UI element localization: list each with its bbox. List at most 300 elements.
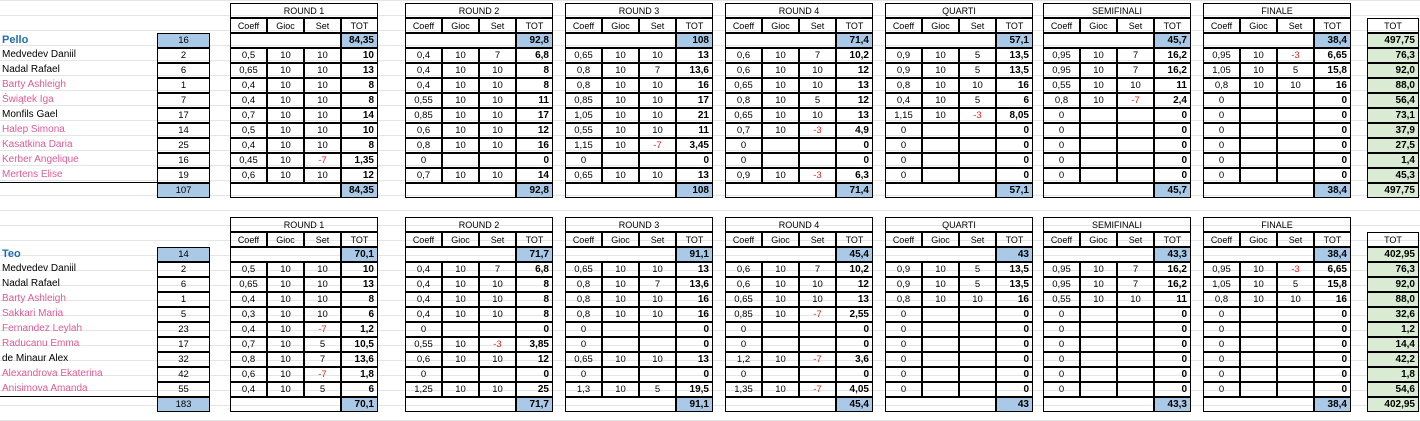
coeff-cell[interactable]: 0 xyxy=(885,123,922,138)
grand-total[interactable]: 497,75 xyxy=(1367,33,1419,48)
tot-cell[interactable]: 0 xyxy=(1154,123,1191,138)
tot-cell[interactable]: 12 xyxy=(516,352,553,367)
gioc-cell[interactable] xyxy=(922,382,959,397)
coeff-cell[interactable]: 0 xyxy=(725,367,762,382)
coeff-cell[interactable]: 0 xyxy=(725,138,762,153)
coeff-cell[interactable]: 0 xyxy=(565,337,602,352)
gioc-cell[interactable]: 10 xyxy=(442,138,479,153)
tot-cell[interactable]: 13 xyxy=(676,168,713,183)
round-team-total[interactable]: 45,4 xyxy=(836,247,873,262)
tot-cell[interactable]: 0 xyxy=(1154,352,1191,367)
player-seed[interactable]: 32 xyxy=(157,352,210,367)
coeff-cell[interactable]: 0 xyxy=(1043,138,1080,153)
tot-cell[interactable]: 8 xyxy=(516,78,553,93)
team-value[interactable]: 14 xyxy=(157,247,210,262)
team-value[interactable]: 16 xyxy=(157,33,210,48)
gioc-cell[interactable]: 10 xyxy=(762,382,799,397)
seed-sum[interactable]: 183 xyxy=(157,397,210,412)
tot-cell[interactable]: 0 xyxy=(1314,138,1351,153)
player-total[interactable]: 88,0 xyxy=(1367,292,1419,307)
set-cell[interactable] xyxy=(1277,93,1314,108)
tot-cell[interactable]: 10 xyxy=(341,123,378,138)
grand-sum[interactable]: 402,95 xyxy=(1367,397,1419,412)
coeff-cell[interactable]: 1,15 xyxy=(885,108,922,123)
tot-cell[interactable]: 10,2 xyxy=(836,48,873,63)
coeff-cell[interactable]: 0,8 xyxy=(405,138,442,153)
tot-cell[interactable]: 13 xyxy=(676,48,713,63)
coeff-cell[interactable]: 0 xyxy=(885,138,922,153)
gioc-cell[interactable] xyxy=(602,337,639,352)
coeff-cell[interactable]: 0,95 xyxy=(1043,48,1080,63)
coeff-cell[interactable]: 0,8 xyxy=(565,277,602,292)
coeff-cell[interactable]: 0,4 xyxy=(230,78,267,93)
set-cell[interactable] xyxy=(1277,367,1314,382)
coeff-cell[interactable]: 0 xyxy=(725,337,762,352)
coeff-cell[interactable]: 0,4 xyxy=(405,262,442,277)
tot-cell[interactable]: 8 xyxy=(516,307,553,322)
round-sum-total[interactable]: 70,1 xyxy=(341,397,378,412)
round-team-total[interactable]: 70,1 xyxy=(341,247,378,262)
coeff-cell[interactable]: 0,5 xyxy=(230,48,267,63)
set-cell[interactable] xyxy=(799,337,836,352)
set-cell[interactable]: 10 xyxy=(799,292,836,307)
set-cell[interactable]: 5 xyxy=(639,382,676,397)
coeff-cell[interactable]: 0 xyxy=(1203,337,1240,352)
gioc-cell[interactable] xyxy=(1240,93,1277,108)
set-cell[interactable] xyxy=(1277,153,1314,168)
tot-cell[interactable]: 8 xyxy=(341,138,378,153)
tot-cell[interactable]: 13,6 xyxy=(676,63,713,78)
coeff-cell[interactable]: 0,95 xyxy=(1043,262,1080,277)
tot-cell[interactable]: 3,6 xyxy=(836,352,873,367)
coeff-cell[interactable]: 0,8 xyxy=(565,307,602,322)
set-cell[interactable]: -3 xyxy=(1277,48,1314,63)
gioc-cell[interactable] xyxy=(922,352,959,367)
coeff-cell[interactable]: 1,05 xyxy=(1203,277,1240,292)
gioc-cell[interactable]: 10 xyxy=(762,48,799,63)
gioc-cell[interactable]: 10 xyxy=(762,168,799,183)
player-name[interactable]: Barty Ashleigh xyxy=(2,293,66,304)
set-cell[interactable]: 7 xyxy=(1117,277,1154,292)
seed-sum[interactable]: 107 xyxy=(157,183,210,198)
set-cell[interactable]: 10 xyxy=(639,123,676,138)
gioc-cell[interactable]: 10 xyxy=(602,138,639,153)
set-cell[interactable]: -3 xyxy=(479,337,516,352)
tot-cell[interactable]: 16 xyxy=(676,292,713,307)
gioc-cell[interactable] xyxy=(1080,307,1117,322)
set-cell[interactable]: -3 xyxy=(959,108,996,123)
tot-cell[interactable]: 0 xyxy=(996,382,1033,397)
gioc-cell[interactable]: 10 xyxy=(1080,63,1117,78)
tot-cell[interactable]: 0 xyxy=(1154,138,1191,153)
tot-cell[interactable]: 0 xyxy=(1154,367,1191,382)
set-cell[interactable]: 10 xyxy=(1117,292,1154,307)
coeff-cell[interactable]: 0,8 xyxy=(230,352,267,367)
coeff-cell[interactable]: 0 xyxy=(1203,382,1240,397)
player-seed[interactable]: 16 xyxy=(157,153,210,168)
tot-cell[interactable]: 1,8 xyxy=(341,367,378,382)
set-cell[interactable] xyxy=(799,367,836,382)
player-name[interactable]: Nadal Rafael xyxy=(2,64,60,75)
player-name[interactable]: Kerber Angelique xyxy=(2,154,79,165)
round-sum-total[interactable]: 57,1 xyxy=(996,183,1033,198)
coeff-cell[interactable]: 0,6 xyxy=(230,168,267,183)
coeff-cell[interactable]: 0 xyxy=(1043,382,1080,397)
player-name[interactable]: Świątek Iga xyxy=(2,94,54,105)
set-cell[interactable]: 10 xyxy=(479,292,516,307)
coeff-cell[interactable]: 0,65 xyxy=(725,108,762,123)
set-cell[interactable] xyxy=(959,367,996,382)
gioc-cell[interactable]: 10 xyxy=(602,262,639,277)
set-cell[interactable]: 10 xyxy=(304,63,341,78)
gioc-cell[interactable]: 10 xyxy=(267,138,304,153)
tot-cell[interactable]: 0 xyxy=(676,367,713,382)
set-cell[interactable]: 5 xyxy=(959,277,996,292)
gioc-cell[interactable]: 10 xyxy=(1080,48,1117,63)
player-total[interactable]: 73,1 xyxy=(1367,108,1419,123)
tot-cell[interactable]: 0 xyxy=(676,322,713,337)
tot-cell[interactable]: 2,4 xyxy=(1154,93,1191,108)
gioc-cell[interactable]: 10 xyxy=(762,123,799,138)
gioc-cell[interactable]: 10 xyxy=(602,93,639,108)
coeff-cell[interactable]: 0,7 xyxy=(230,337,267,352)
set-cell[interactable] xyxy=(959,307,996,322)
set-cell[interactable] xyxy=(1117,352,1154,367)
coeff-cell[interactable]: 0,4 xyxy=(230,322,267,337)
round-team-total[interactable]: 71,7 xyxy=(516,247,553,262)
gioc-cell[interactable] xyxy=(1080,337,1117,352)
gioc-cell[interactable]: 10 xyxy=(267,277,304,292)
set-cell[interactable]: 7 xyxy=(799,262,836,277)
coeff-cell[interactable]: 0 xyxy=(885,322,922,337)
gioc-cell[interactable]: 10 xyxy=(442,307,479,322)
gioc-cell[interactable]: 10 xyxy=(442,63,479,78)
tot-cell[interactable]: 0 xyxy=(1314,352,1351,367)
gioc-cell[interactable]: 10 xyxy=(762,63,799,78)
tot-cell[interactable]: 6,3 xyxy=(836,168,873,183)
player-seed[interactable]: 2 xyxy=(157,262,210,277)
tot-cell[interactable]: 0 xyxy=(676,153,713,168)
coeff-cell[interactable]: 0,85 xyxy=(565,93,602,108)
coeff-cell[interactable]: 0,4 xyxy=(405,292,442,307)
tot-cell[interactable]: 16 xyxy=(996,292,1033,307)
gioc-cell[interactable] xyxy=(442,367,479,382)
gioc-cell[interactable]: 10 xyxy=(922,292,959,307)
player-total[interactable]: 45,3 xyxy=(1367,168,1419,183)
round-team-total[interactable]: 45,7 xyxy=(1154,33,1191,48)
player-total[interactable]: 92,0 xyxy=(1367,277,1419,292)
gioc-cell[interactable] xyxy=(1240,138,1277,153)
player-seed[interactable]: 23 xyxy=(157,322,210,337)
gioc-cell[interactable] xyxy=(1080,367,1117,382)
gioc-cell[interactable]: 10 xyxy=(267,123,304,138)
gioc-cell[interactable] xyxy=(1240,123,1277,138)
set-cell[interactable]: 10 xyxy=(639,168,676,183)
gioc-cell[interactable]: 10 xyxy=(762,93,799,108)
set-cell[interactable] xyxy=(959,168,996,183)
tot-cell[interactable]: 12 xyxy=(836,93,873,108)
gioc-cell[interactable]: 10 xyxy=(267,48,304,63)
player-seed[interactable]: 7 xyxy=(157,93,210,108)
coeff-cell[interactable]: 0,8 xyxy=(565,292,602,307)
gioc-cell[interactable]: 10 xyxy=(1240,48,1277,63)
gioc-cell[interactable] xyxy=(922,367,959,382)
tot-cell[interactable]: 3,85 xyxy=(516,337,553,352)
set-cell[interactable]: 10 xyxy=(304,277,341,292)
tot-cell[interactable]: 0 xyxy=(1314,322,1351,337)
tot-cell[interactable]: 6,8 xyxy=(516,48,553,63)
gioc-cell[interactable]: 10 xyxy=(267,78,304,93)
coeff-cell[interactable]: 0 xyxy=(725,322,762,337)
coeff-cell[interactable]: 0,5 xyxy=(230,262,267,277)
coeff-cell[interactable]: 0,95 xyxy=(1043,63,1080,78)
round-team-total[interactable]: 92,8 xyxy=(516,33,553,48)
set-cell[interactable] xyxy=(959,123,996,138)
coeff-cell[interactable]: 0 xyxy=(1043,123,1080,138)
coeff-cell[interactable]: 0 xyxy=(1203,352,1240,367)
gioc-cell[interactable]: 10 xyxy=(922,78,959,93)
gioc-cell[interactable]: 10 xyxy=(602,123,639,138)
tot-cell[interactable]: 2,55 xyxy=(836,307,873,322)
coeff-cell[interactable]: 0,8 xyxy=(1203,292,1240,307)
coeff-cell[interactable]: 0,7 xyxy=(405,168,442,183)
set-cell[interactable] xyxy=(1277,307,1314,322)
gioc-cell[interactable] xyxy=(1240,382,1277,397)
gioc-cell[interactable]: 10 xyxy=(267,93,304,108)
coeff-cell[interactable]: 0,6 xyxy=(725,262,762,277)
tot-cell[interactable]: 0 xyxy=(996,153,1033,168)
set-cell[interactable] xyxy=(1277,108,1314,123)
tot-cell[interactable]: 6,65 xyxy=(1314,48,1351,63)
tot-cell[interactable]: 0 xyxy=(1154,382,1191,397)
set-cell[interactable]: 10 xyxy=(304,292,341,307)
coeff-cell[interactable]: 0,8 xyxy=(725,93,762,108)
set-cell[interactable]: 5 xyxy=(1277,63,1314,78)
player-total[interactable]: 92,0 xyxy=(1367,63,1419,78)
set-cell[interactable]: 5 xyxy=(959,93,996,108)
gioc-cell[interactable]: 10 xyxy=(442,93,479,108)
set-cell[interactable] xyxy=(1117,322,1154,337)
set-cell[interactable]: 10 xyxy=(639,262,676,277)
gioc-cell[interactable] xyxy=(1240,108,1277,123)
gioc-cell[interactable] xyxy=(1240,367,1277,382)
coeff-cell[interactable]: 0,4 xyxy=(405,48,442,63)
tot-cell[interactable]: 10 xyxy=(341,262,378,277)
gioc-cell[interactable] xyxy=(1080,153,1117,168)
gioc-cell[interactable]: 10 xyxy=(602,48,639,63)
set-cell[interactable]: 5 xyxy=(1277,277,1314,292)
tot-cell[interactable]: 0 xyxy=(836,153,873,168)
round-team-total[interactable]: 38,4 xyxy=(1314,247,1351,262)
coeff-cell[interactable]: 0 xyxy=(405,322,442,337)
grand-total[interactable]: 402,95 xyxy=(1367,247,1419,262)
set-cell[interactable] xyxy=(639,322,676,337)
set-cell[interactable]: 10 xyxy=(304,108,341,123)
player-name[interactable]: Medvedev Daniil xyxy=(2,263,76,274)
coeff-cell[interactable]: 0 xyxy=(885,352,922,367)
set-cell[interactable]: -7 xyxy=(1117,93,1154,108)
gioc-cell[interactable] xyxy=(1080,168,1117,183)
round-team-total[interactable]: 71,4 xyxy=(836,33,873,48)
coeff-cell[interactable]: 0 xyxy=(885,337,922,352)
gioc-cell[interactable]: 10 xyxy=(442,337,479,352)
tot-cell[interactable]: 16,2 xyxy=(1154,63,1191,78)
tot-cell[interactable]: 13,5 xyxy=(996,48,1033,63)
coeff-cell[interactable]: 0 xyxy=(1043,322,1080,337)
coeff-cell[interactable]: 0,55 xyxy=(1043,78,1080,93)
tot-cell[interactable]: 10,2 xyxy=(836,262,873,277)
coeff-cell[interactable]: 0,65 xyxy=(230,63,267,78)
set-cell[interactable]: 10 xyxy=(479,78,516,93)
coeff-cell[interactable]: 0 xyxy=(1043,307,1080,322)
player-total[interactable]: 42,2 xyxy=(1367,352,1419,367)
tot-cell[interactable]: 8 xyxy=(516,277,553,292)
set-cell[interactable] xyxy=(1117,337,1154,352)
coeff-cell[interactable]: 0,65 xyxy=(725,78,762,93)
player-total[interactable]: 76,3 xyxy=(1367,48,1419,63)
gioc-cell[interactable] xyxy=(922,168,959,183)
gioc-cell[interactable]: 10 xyxy=(1240,63,1277,78)
set-cell[interactable] xyxy=(1117,108,1154,123)
set-cell[interactable]: 10 xyxy=(1277,78,1314,93)
coeff-cell[interactable]: 1,05 xyxy=(565,108,602,123)
gioc-cell[interactable] xyxy=(1080,382,1117,397)
tot-cell[interactable]: 15,8 xyxy=(1314,63,1351,78)
coeff-cell[interactable]: 0,4 xyxy=(230,382,267,397)
gioc-cell[interactable]: 10 xyxy=(1080,277,1117,292)
player-seed[interactable]: 2 xyxy=(157,48,210,63)
tot-cell[interactable]: 10 xyxy=(341,48,378,63)
set-cell[interactable]: 7 xyxy=(639,277,676,292)
coeff-cell[interactable]: 0,4 xyxy=(885,93,922,108)
set-cell[interactable] xyxy=(1277,337,1314,352)
tot-cell[interactable]: 16,2 xyxy=(1154,277,1191,292)
coeff-cell[interactable]: 0 xyxy=(1043,352,1080,367)
gioc-cell[interactable] xyxy=(442,153,479,168)
set-cell[interactable] xyxy=(1277,382,1314,397)
tot-cell[interactable]: 13,6 xyxy=(341,352,378,367)
player-name[interactable]: Nadal Rafael xyxy=(2,278,60,289)
gioc-cell[interactable]: 10 xyxy=(922,93,959,108)
set-cell[interactable]: 7 xyxy=(304,352,341,367)
tot-cell[interactable]: 0 xyxy=(996,123,1033,138)
player-seed[interactable]: 55 xyxy=(157,382,210,397)
round-sum-total[interactable]: 108 xyxy=(676,183,713,198)
set-cell[interactable]: -7 xyxy=(304,367,341,382)
tot-cell[interactable]: 16,2 xyxy=(1154,262,1191,277)
coeff-cell[interactable]: 0,55 xyxy=(405,337,442,352)
set-cell[interactable] xyxy=(1277,352,1314,367)
tot-cell[interactable]: 16 xyxy=(1314,78,1351,93)
tot-cell[interactable]: 8 xyxy=(516,292,553,307)
tot-cell[interactable]: 17 xyxy=(676,93,713,108)
tot-cell[interactable]: 11 xyxy=(516,93,553,108)
round-sum-total[interactable]: 38,4 xyxy=(1314,397,1351,412)
coeff-cell[interactable]: 0 xyxy=(1203,108,1240,123)
set-cell[interactable]: -7 xyxy=(304,322,341,337)
set-cell[interactable] xyxy=(639,367,676,382)
tot-cell[interactable]: 4,9 xyxy=(836,123,873,138)
set-cell[interactable] xyxy=(1117,138,1154,153)
coeff-cell[interactable]: 0,5 xyxy=(230,123,267,138)
set-cell[interactable]: 10 xyxy=(799,108,836,123)
set-cell[interactable]: 7 xyxy=(479,262,516,277)
gioc-cell[interactable]: 10 xyxy=(1080,93,1117,108)
coeff-cell[interactable]: 0,65 xyxy=(565,352,602,367)
gioc-cell[interactable]: 10 xyxy=(442,277,479,292)
set-cell[interactable]: 10 xyxy=(639,78,676,93)
coeff-cell[interactable]: 0 xyxy=(1203,322,1240,337)
player-seed[interactable]: 17 xyxy=(157,337,210,352)
tot-cell[interactable]: 3,45 xyxy=(676,138,713,153)
tot-cell[interactable]: 6 xyxy=(341,307,378,322)
tot-cell[interactable]: 0 xyxy=(676,337,713,352)
set-cell[interactable]: 10 xyxy=(479,93,516,108)
gioc-cell[interactable]: 10 xyxy=(442,262,479,277)
set-cell[interactable] xyxy=(959,382,996,397)
gioc-cell[interactable]: 10 xyxy=(442,352,479,367)
round-sum-total[interactable]: 91,1 xyxy=(676,397,713,412)
gioc-cell[interactable]: 10 xyxy=(267,352,304,367)
set-cell[interactable] xyxy=(479,153,516,168)
set-cell[interactable]: 7 xyxy=(799,48,836,63)
set-cell[interactable]: 10 xyxy=(479,123,516,138)
coeff-cell[interactable]: 0 xyxy=(1203,153,1240,168)
set-cell[interactable]: -3 xyxy=(799,123,836,138)
round-sum-total[interactable]: 84,35 xyxy=(341,183,378,198)
player-name[interactable]: Barty Ashleigh xyxy=(2,79,66,90)
set-cell[interactable] xyxy=(1117,153,1154,168)
tot-cell[interactable]: 0 xyxy=(836,322,873,337)
round-sum-total[interactable]: 45,7 xyxy=(1154,183,1191,198)
coeff-cell[interactable]: 0,7 xyxy=(725,123,762,138)
tot-cell[interactable]: 16 xyxy=(676,78,713,93)
tot-cell[interactable]: 13,5 xyxy=(996,63,1033,78)
set-cell[interactable]: 10 xyxy=(479,138,516,153)
player-name[interactable]: Sakkari Maria xyxy=(2,308,64,319)
tot-cell[interactable]: 13 xyxy=(341,63,378,78)
round-sum-total[interactable]: 43 xyxy=(996,397,1033,412)
gioc-cell[interactable] xyxy=(762,138,799,153)
coeff-cell[interactable]: 0 xyxy=(565,153,602,168)
gioc-cell[interactable] xyxy=(1080,322,1117,337)
tot-cell[interactable]: 0 xyxy=(516,322,553,337)
coeff-cell[interactable]: 0,6 xyxy=(405,123,442,138)
set-cell[interactable]: 10 xyxy=(304,93,341,108)
tot-cell[interactable]: 12 xyxy=(836,277,873,292)
tot-cell[interactable]: 12 xyxy=(516,123,553,138)
set-cell[interactable] xyxy=(1117,123,1154,138)
set-cell[interactable]: 5 xyxy=(304,382,341,397)
coeff-cell[interactable]: 0,95 xyxy=(1043,277,1080,292)
coeff-cell[interactable]: 0 xyxy=(1043,367,1080,382)
gioc-cell[interactable] xyxy=(1240,337,1277,352)
set-cell[interactable]: 10 xyxy=(479,307,516,322)
set-cell[interactable]: 5 xyxy=(304,337,341,352)
coeff-cell[interactable]: 0,65 xyxy=(565,168,602,183)
coeff-cell[interactable]: 0,4 xyxy=(405,277,442,292)
gioc-cell[interactable]: 10 xyxy=(1240,292,1277,307)
round-team-total[interactable]: 43,3 xyxy=(1154,247,1191,262)
gioc-cell[interactable] xyxy=(442,322,479,337)
gioc-cell[interactable]: 10 xyxy=(762,277,799,292)
coeff-cell[interactable]: 0,9 xyxy=(885,63,922,78)
player-name[interactable]: de Minaur Alex xyxy=(2,353,69,364)
set-cell[interactable] xyxy=(1117,382,1154,397)
player-total[interactable]: 27,5 xyxy=(1367,138,1419,153)
set-cell[interactable]: 10 xyxy=(799,63,836,78)
set-cell[interactable]: 7 xyxy=(1117,63,1154,78)
